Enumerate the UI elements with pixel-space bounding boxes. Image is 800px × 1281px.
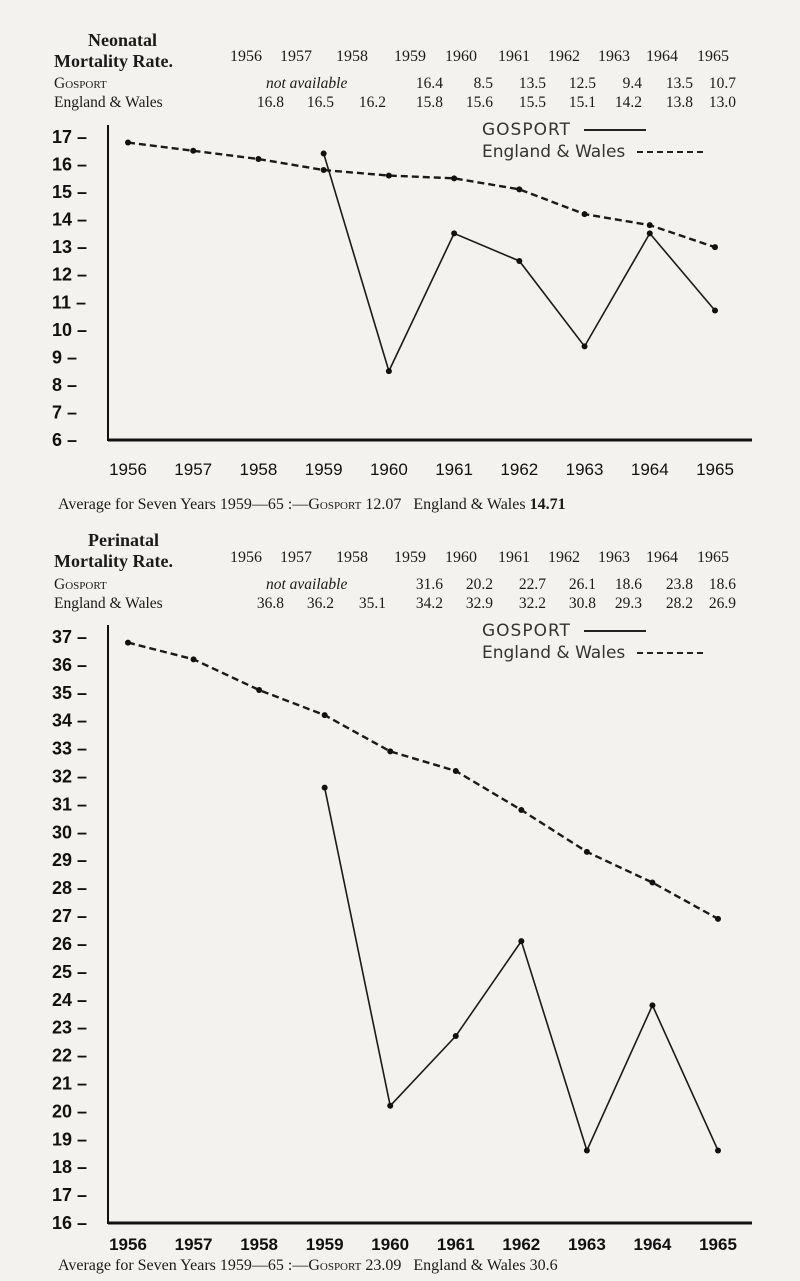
x-tick-label: 1959 <box>305 1235 344 1252</box>
gosport-point <box>715 1147 721 1153</box>
cell-value: 18.6 <box>614 576 642 593</box>
y-tick-label: 20 – <box>52 1101 88 1122</box>
gosport-point <box>453 1033 459 1039</box>
x-tick-label: 1963 <box>567 1235 606 1252</box>
legend-dashed-swatch <box>637 151 703 153</box>
england-wales-point <box>516 186 522 192</box>
england-wales-point <box>322 712 328 718</box>
y-tick-label: 12 – <box>52 264 88 285</box>
year-label: 1961 <box>498 549 530 566</box>
cell-value: 8.5 <box>473 75 493 92</box>
england-wales-point <box>255 156 261 162</box>
y-tick-label: 23 – <box>52 1017 88 1038</box>
england-wales-point <box>649 880 655 886</box>
year-label: 1965 <box>697 549 729 566</box>
x-tick-label: 1956 <box>109 460 147 479</box>
x-tick-label: 1965 <box>696 460 734 479</box>
perinatal-row-england-wales <box>54 595 794 613</box>
england-wales-point <box>190 148 196 154</box>
gosport-line <box>325 788 718 1151</box>
gosport-point <box>387 1103 393 1109</box>
cell-value: 35.1 <box>358 595 386 612</box>
legend-solid-swatch <box>584 129 646 131</box>
year-label: 1956 <box>230 549 262 566</box>
cell-value: 13.5 <box>665 75 693 92</box>
y-tick-label: 19 – <box>52 1129 88 1150</box>
gosport-point <box>647 230 653 236</box>
cell-value: 12.5 <box>568 75 596 92</box>
gosport-point <box>584 1147 590 1153</box>
cell-value: 23.8 <box>665 576 693 593</box>
england-wales-point <box>321 167 327 173</box>
y-tick-label: 17 – <box>52 127 88 147</box>
year-label: 1961 <box>498 48 530 65</box>
x-tick-label: 1956 <box>109 1235 147 1252</box>
x-tick-label: 1963 <box>565 460 604 479</box>
year-label: 1962 <box>548 549 580 566</box>
neonatal-row-gosport <box>54 75 794 93</box>
x-tick-label: 1962 <box>502 1235 541 1252</box>
perinatal-average <box>58 1257 558 1275</box>
perinatal-row-gosport <box>54 576 794 594</box>
legend-solid-swatch <box>584 630 646 632</box>
x-tick-label: 1964 <box>633 1235 672 1252</box>
england-wales-point <box>715 916 721 922</box>
x-tick-label: 1964 <box>630 460 669 479</box>
average-ew-value: 14.71 <box>529 496 566 513</box>
neonatal-section <box>0 0 800 530</box>
cell-value: 13.5 <box>518 75 546 92</box>
y-tick-label: 30 – <box>52 822 88 843</box>
x-tick-label: 1962 <box>500 460 539 479</box>
cell-value: 13.8 <box>665 94 693 111</box>
england-wales-point <box>386 173 392 179</box>
y-tick-label: 24 – <box>52 989 88 1010</box>
not-available-note: not available <box>266 576 348 593</box>
average-gosport-value: 12.07 <box>365 496 402 513</box>
y-tick-label: 13 – <box>52 237 88 258</box>
year-label: 1965 <box>697 48 729 65</box>
year-label: 1957 <box>280 48 312 65</box>
y-tick-label: 22 – <box>52 1045 88 1066</box>
y-tick-label: 7 – <box>52 402 78 423</box>
y-tick-label: 29 – <box>52 850 88 871</box>
cell-value: 32.9 <box>465 595 493 612</box>
cell-value: 15.1 <box>568 94 596 111</box>
england-wales-point <box>256 687 262 693</box>
year-label: 1959 <box>394 549 426 566</box>
cell-value: 22.7 <box>518 576 546 593</box>
england-wales-point <box>584 849 590 855</box>
x-tick-label: 1957 <box>174 1235 213 1252</box>
average-gosport-value: 23.09 <box>365 1257 402 1274</box>
cell-value: 16.2 <box>358 94 386 111</box>
legend-england-wales <box>482 142 703 162</box>
legend-gosport <box>482 120 703 142</box>
average-prefix: Average for Seven Years 1959—65 :— <box>58 496 309 513</box>
gosport-point <box>386 368 392 374</box>
england-wales-point <box>191 656 197 662</box>
y-tick-label: 34 – <box>52 710 88 731</box>
y-tick-label: 9 – <box>52 347 78 368</box>
y-tick-label: 16 – <box>52 154 88 175</box>
cell-value: 16.4 <box>415 75 443 92</box>
gosport-point <box>322 785 328 791</box>
x-tick-label: 1965 <box>699 1235 737 1252</box>
neonatal-legend <box>482 120 703 162</box>
cell-value: 30.8 <box>568 595 596 612</box>
y-tick-label: 14 – <box>52 209 88 230</box>
average-ew-label: England & Wales <box>413 496 526 513</box>
average-ew-label: England & Wales <box>413 1257 526 1274</box>
legend-gosport-label: GOSPORT <box>482 120 571 140</box>
neonatal-title-line1: Neonatal <box>88 30 157 50</box>
y-tick-label: 33 – <box>52 738 88 759</box>
cell-value: 14.2 <box>614 94 642 111</box>
perinatal-year-header <box>0 549 800 569</box>
perinatal-title <box>54 530 173 572</box>
x-tick-label: 1960 <box>371 1235 410 1252</box>
cell-value: 18.6 <box>708 576 736 593</box>
average-prefix: Average for Seven Years 1959—65 :— <box>58 1257 309 1274</box>
legend-gosport-label: GOSPORT <box>482 621 571 641</box>
england-wales-point <box>125 140 131 146</box>
y-tick-label: 25 – <box>52 961 88 982</box>
legend-england-wales <box>482 643 703 663</box>
not-available-note: not available <box>266 75 348 92</box>
y-tick-label: 32 – <box>52 766 88 787</box>
year-label: 1958 <box>336 48 368 65</box>
england-wales-line <box>128 643 718 919</box>
gosport-point <box>516 258 522 264</box>
row-label: England & Wales <box>54 94 163 111</box>
cell-value: 15.5 <box>518 94 546 111</box>
neonatal-average <box>58 496 566 514</box>
y-tick-label: 16 – <box>52 1213 88 1233</box>
cell-value: 26.1 <box>568 576 596 593</box>
year-label: 1959 <box>394 48 426 65</box>
y-tick-label: 10 – <box>52 319 88 340</box>
cell-value: 31.6 <box>415 576 443 593</box>
cell-value: 20.2 <box>465 576 493 593</box>
x-tick-label: 1958 <box>240 1235 279 1252</box>
year-label: 1963 <box>598 549 630 566</box>
england-wales-point <box>453 768 459 774</box>
gosport-point <box>649 1002 655 1008</box>
year-label: 1964 <box>646 48 678 65</box>
y-tick-label: 6 – <box>52 430 78 450</box>
cell-value: 9.4 <box>622 75 642 92</box>
y-tick-label: 18 – <box>52 1157 88 1178</box>
year-label: 1963 <box>598 48 630 65</box>
row-label: England & Wales <box>54 595 163 612</box>
x-tick-label: 1961 <box>436 1235 475 1252</box>
cell-value: 15.6 <box>465 94 493 111</box>
y-tick-label: 15 – <box>52 182 88 203</box>
year-label: 1960 <box>445 48 477 65</box>
gosport-point <box>321 151 327 157</box>
year-label: 1960 <box>445 549 477 566</box>
y-tick-label: 17 – <box>52 1185 88 1206</box>
year-label: 1964 <box>646 549 678 566</box>
gosport-point <box>582 343 588 349</box>
average-gosport-label: Gosport <box>308 496 362 513</box>
legend-ew-label: England & Wales <box>482 142 626 162</box>
average-ew-value: 30.6 <box>529 1257 558 1274</box>
gosport-point <box>712 308 718 314</box>
england-wales-point <box>451 175 457 181</box>
england-wales-point <box>518 807 524 813</box>
england-wales-point <box>647 222 653 228</box>
y-tick-label: 27 – <box>52 906 88 927</box>
y-tick-label: 37 – <box>52 627 88 647</box>
cell-value: 29.3 <box>614 595 642 612</box>
perinatal-chart <box>0 612 800 1252</box>
x-tick-label: 1960 <box>369 460 408 479</box>
cell-value: 15.8 <box>415 94 443 111</box>
y-tick-label: 8 – <box>52 374 78 395</box>
perinatal-title-line1: Perinatal <box>88 530 159 550</box>
y-tick-label: 28 – <box>52 878 88 899</box>
legend-gosport <box>482 621 703 643</box>
x-tick-label: 1961 <box>435 460 474 479</box>
neonatal-chart <box>0 115 800 495</box>
y-tick-label: 11 – <box>52 292 87 313</box>
legend-dashed-swatch <box>637 652 703 654</box>
cell-value: 28.2 <box>665 595 693 612</box>
cell-value: 26.9 <box>708 595 736 612</box>
cell-value: 13.0 <box>708 94 736 111</box>
cell-value: 10.7 <box>708 75 736 92</box>
neonatal-year-header <box>0 48 800 68</box>
average-gosport-label: Gosport <box>308 1257 362 1274</box>
x-tick-label: 1957 <box>174 460 213 479</box>
cell-value: 36.2 <box>306 595 334 612</box>
y-tick-label: 26 – <box>52 933 88 954</box>
cell-value: 16.8 <box>256 94 284 111</box>
cell-value: 36.8 <box>256 595 284 612</box>
england-wales-point <box>712 244 718 250</box>
perinatal-legend <box>482 621 703 663</box>
perinatal-title-line2: Mortality Rate. <box>54 551 173 571</box>
y-tick-label: 36 – <box>52 654 88 675</box>
row-label: Gosport <box>54 576 107 593</box>
cell-value: 16.5 <box>306 94 334 111</box>
england-wales-point <box>387 748 393 754</box>
row-label: Gosport <box>54 75 107 92</box>
gosport-point <box>518 938 524 944</box>
england-wales-point <box>582 211 588 217</box>
year-label: 1958 <box>336 549 368 566</box>
england-wales-point <box>125 640 131 646</box>
legend-ew-label: England & Wales <box>482 643 626 663</box>
year-label: 1956 <box>230 48 262 65</box>
y-tick-label: 21 – <box>52 1073 88 1094</box>
neonatal-row-england-wales <box>54 94 794 112</box>
gosport-point <box>451 230 457 236</box>
x-tick-label: 1958 <box>239 460 278 479</box>
cell-value: 32.2 <box>518 595 546 612</box>
y-tick-label: 31 – <box>52 794 88 815</box>
y-tick-label: 35 – <box>52 682 88 703</box>
year-label: 1962 <box>548 48 580 65</box>
x-tick-label: 1959 <box>304 460 343 479</box>
cell-value: 34.2 <box>415 595 443 612</box>
neonatal-title-line2: Mortality Rate. <box>54 51 173 71</box>
year-label: 1957 <box>280 549 312 566</box>
